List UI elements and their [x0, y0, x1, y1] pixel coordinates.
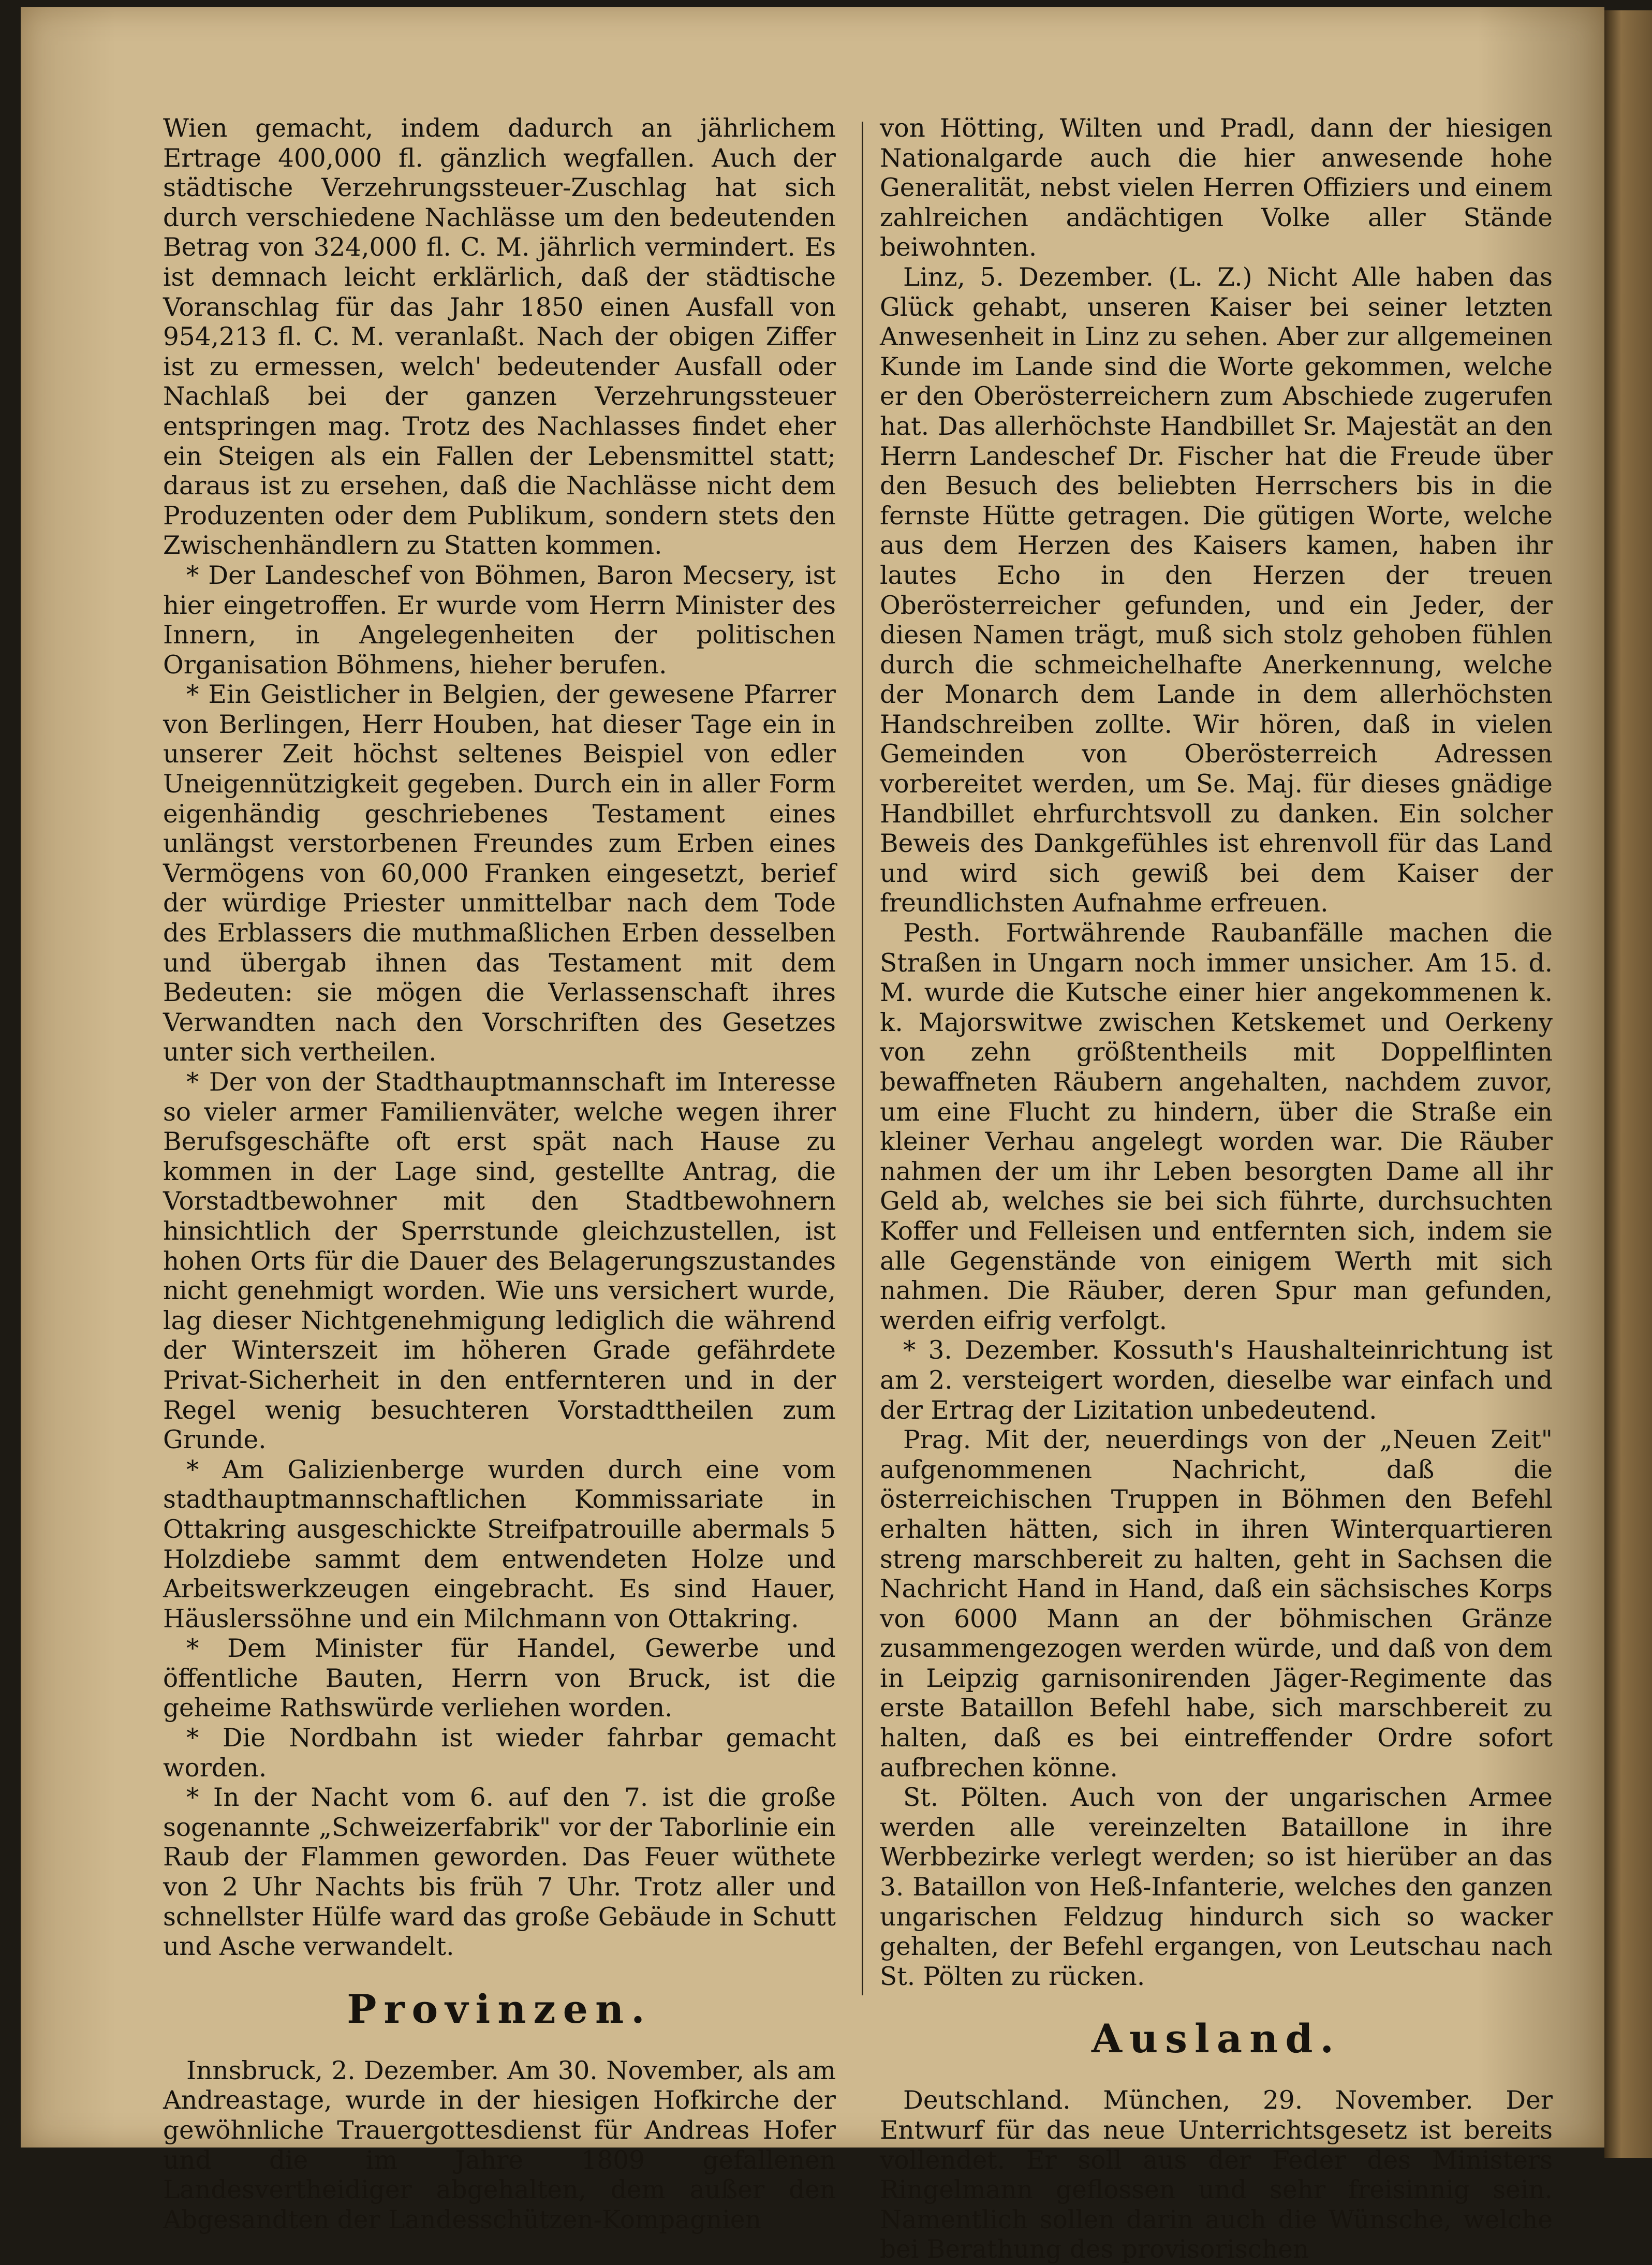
- article-paragraph: * Am Galizienberge wurden durch eine vom stadthauptmannschaftlichen Kommissariate in Ottakring ausgeschickte Streifpatrouille abermals 5 Holzdiebe sammt dem entwendeten Holze und Arbeitswerkzeugen eingebracht. Es sind Hauer, Häuslerssöhne und ein Milchmann von Ottakring.: [163, 1455, 836, 1634]
- left-column: [163, 114, 836, 2234]
- section-heading-provinzen: Provinzen.: [347, 1985, 652, 2032]
- article-paragraph: * 3. Dezember. Kossuth's Haushalteinrichtung ist am 2. versteigert worden, dieselbe war einfach und der Ertrag der Lizitation unbedeutend.: [880, 1336, 1553, 1425]
- article-paragraph: * Der Landeschef von Böhmen, Baron Mecsery, ist hier eingetroffen. Er wurde vom Herrn Minister des Innern, in Angelegenheiten der politischen Organisation Böhmens, hieher berufen.: [163, 561, 836, 680]
- article-paragraph: Deutschland. München, 29. November. Der Entwurf für das neue Unterrichtsgesetz ist bereits vollendet. Er soll aus der Feder des Ministers Ringelmann geflossen und sehr freisinnig sein. Namentlich sollen darin auch die Wünsche, welche bei Berathung des provisorischen: [880, 2086, 1553, 2264]
- article-paragraph: Pesth. Fortwährende Raubanfälle machen die Straßen in Ungarn noch immer unsicher. Am 15. d. M. wurde die Kutsche einer hier angekommenen k. k. Majorswitwe zwischen Ketskemet und Oerkeny von zehn größtentheils mit Doppelflinten bewaffneten Räubern angehalten, nachdem zuvor, um eine Flucht zu hindern, über die Straße ein kleiner Verhau angelegt worden war. Die Räuber nahmen der um ihr Leben besorgten Dame all ihr Geld ab, welches sie bei sich führte, durchsuchten Koffer und Felleisen und entfernten sich, indem sie alle Gegenstände von einigem Werth mit sich nahmen. Die Räuber, deren Spur man gefunden, werden eifrig verfolgt.: [880, 919, 1553, 1335]
- section-heading-ausland: Ausland.: [1092, 2016, 1341, 2062]
- article-paragraph: Innsbruck, 2. Dezember. Am 30. November, als am Andreastage, wurde in der hiesigen Hofkirche der gewöhnliche Trauergottesdienst für Andreas Hofer und die im Jahre 1809 gefallenen Landesvertheidiger abgehalten, dem außer den Abgesandten der Landesschützen-Kompagnien: [163, 2056, 836, 2234]
- column-rule: [862, 122, 863, 1995]
- article-paragraph: * In der Nacht vom 6. auf den 7. ist die große sogenannte „Schweizerfabrik" vor der Taborlinie ein Raub der Flammen geworden. Das Feuer wüthete von 2 Uhr Nachts bis früh 7 Uhr. Trotz aller und schnellster Hülfe ward das große Gebäude in Schutt und Asche verwandelt.: [163, 1783, 836, 1962]
- article-paragraph: * Dem Minister für Handel, Gewerbe und öffentliche Bauten, Herrn von Bruck, ist die geheime Rathswürde verliehen worden.: [163, 1634, 836, 1723]
- article-paragraph: Linz, 5. Dezember. (L. Z.) Nicht Alle haben das Glück gehabt, unseren Kaiser bei seiner letzten Anwesenheit in Linz zu sehen. Aber zur allgemeinen Kunde im Lande sind die Worte gekommen, welche er den Oberösterreichern zum Abschiede zugerufen hat. Das allerhöchste Handbillet Sr. Majestät an den Herrn Landeschef Dr. Fischer hat die Freude über den Besuch des beliebten Herrschers bis in die fernste Hütte getragen. Die gütigen Worte, welche aus dem Herzen des Kaisers kamen, haben ihr lautes Echo in den Herzen der treuen Oberösterreicher gefunden, und ein Jeder, der diesen Namen trägt, muß sich stolz gehoben fühlen durch die schmeichelhafte Anerkennung, welche der Monarch dem Lande in dem allerhöchsten Handschreiben zollte. Wir hören, daß in vielen Gemeinden von Oberösterreich Adressen vorbereitet werden, um Se. Maj. für dieses gnädige Handbillet ehrfurchtsvoll zu danken. Ein solcher Beweis des Dankgefühles ist ehrenvoll für das Land und wird sich gewiß bei dem Kaiser der freundlichsten Aufnahme erfreuen.: [880, 262, 1553, 918]
- right-column: [880, 114, 1553, 2264]
- article-paragraph: Prag. Mit der, neuerdings von der „Neuen Zeit" aufgenommenen Nachricht, daß die österreichischen Truppen in Böhmen den Befehl erhalten hätten, sich in ihren Winterquartieren streng marschbereit zu halten, geht in Sachsen die Nachricht Hand in Hand, daß ein sächsisches Korps von 6000 Mann an der böhmischen Gränze zusammengezogen werden würde, und daß von dem in Leipzig garnisonirenden Jäger-Regimente das erste Bataillon Befehl habe, sich marschbereit zu halten, daß es bei eintreffender Ordre sofort aufbrechen könne.: [880, 1425, 1553, 1783]
- article-paragraph: * Die Nordbahn ist wieder fahrbar gemacht worden.: [163, 1724, 836, 1783]
- article-paragraph: von Hötting, Wilten und Pradl, dann der hiesigen Nationalgarde auch die hier anwesende hohe Generalität, nebst vielen Herren Offiziers und einem zahlreichen andächtigen Volke aller Stände beiwohnten.: [880, 114, 1553, 262]
- article-paragraph: Wien gemacht, indem dadurch an jährlichem Ertrage 400,000 fl. gänzlich wegfallen. Auch der städtische Verzehrungssteuer-Zuschlag hat sich durch verschiedene Nachlässe um den bedeutenden Betrag von 324,000 fl. C. M. jährlich vermindert. Es ist demnach leicht erklärlich, daß der städtische Voranschlag für das Jahr 1850 einen Ausfall von 954,213 fl. C. M. veranlaßt. Nach der obigen Ziffer ist zu ermessen, welch' bedeutender Ausfall oder Nachlaß bei der ganzen Verzehrungssteuer entspringen mag. Trotz des Nachlasses findet eher ein Steigen als ein Fallen der Lebensmittel statt; daraus ist zu ersehen, daß die Nachlässe nicht dem Produzenten oder dem Publikum, sondern stets den Zwischenhändlern zu Statten kommen.: [163, 114, 836, 561]
- facing-page-edge: [1604, 10, 1652, 2158]
- article-paragraph: St. Pölten. Auch von der ungarischen Armee werden alle vereinzelten Bataillone in ihre Werbbezirke verlegt werden; so ist hierüber an das 3. Bataillon von Heß-Infanterie, welches den ganzen ungarischen Feldzug hindurch sich so wacker gehalten, der Befehl ergangen, von Leutschau nach St. Pölten zu rücken.: [880, 1783, 1553, 1991]
- article-paragraph: * Ein Geistlicher in Belgien, der gewesene Pfarrer von Berlingen, Herr Houben, hat dieser Tage ein in unserer Zeit höchst seltenes Beispiel von edler Uneigennützigkeit gegeben. Durch ein in aller Form eigenhändig geschriebenes Testament eines unlängst verstorbenen Freundes zum Erben eines Vermögens von 60,000 Franken eingesetzt, berief der würdige Priester unmittelbar nach dem Tode des Erblassers die muthmaßlichen Erben desselben und übergab ihnen das Testament mit dem Bedeuten: sie mögen die Verlassenschaft ihres Verwandten nach den Vorschriften des Gesetzes unter sich vertheilen.: [163, 680, 836, 1067]
- article-paragraph: * Der von der Stadthauptmannschaft im Interesse so vieler armer Familienväter, welche wegen ihrer Berufsgeschäfte oft erst spät nach Hause zu kommen in der Lage sind, gestellte Antrag, die Vorstadtbewohner mit den Stadtbewohnern hinsichtlich der Sperrstunde gleichzustellen, ist hohen Orts für die Dauer des Belagerungszustandes nicht genehmigt worden. Wie uns versichert wurde, lag dieser Nichtgenehmigung lediglich die während der Winterszeit im höheren Grade gefährdete Privat-Sicherheit in den entfernteren und in der Regel wenig besuchteren Vorstadttheilen zum Grunde.: [163, 1068, 836, 1455]
